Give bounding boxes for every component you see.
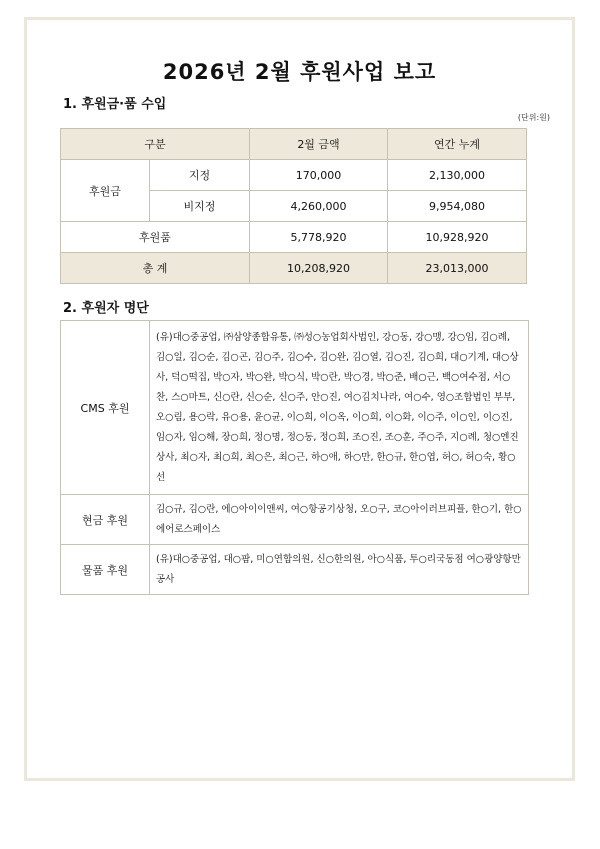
section2-heading: 2. 후원자 명단 (63, 301, 149, 316)
donor-list-table (60, 320, 529, 595)
table-row (61, 160, 527, 191)
row-text-cash: 김○규, 김○란, 에○아이이앤씨, 여○항공기상청, 오○구, 코○아이러브피플, 한○기, 한○에어로스페이스 (150, 495, 529, 545)
row-label-goods: 물품 후원 (61, 545, 150, 595)
section1-heading: 1. 후원금·품 수입 (63, 97, 167, 112)
row-annual: 10,928,920 (388, 222, 527, 253)
total-row (61, 253, 527, 284)
row-month: 5,778,920 (250, 222, 388, 253)
header-annual: 연간 누계 (388, 129, 527, 160)
header-month: 2월 금액 (250, 129, 388, 160)
table-row (61, 545, 529, 595)
row-label: 지정 (150, 160, 250, 191)
table-row (61, 495, 529, 545)
row-month: 4,260,000 (250, 191, 388, 222)
row-text-goods: (유)대○중공업, 대○팜, 미○연합의원, 신○한의원, 아○식품, 투○리국동점 여○광양항만공사 (150, 545, 529, 595)
row-label-cms: CMS 후원 (61, 321, 150, 495)
table-row (61, 321, 529, 495)
donation-income-table (60, 128, 527, 284)
table-row (61, 222, 527, 253)
document-page (24, 17, 575, 781)
total-label: 총 계 (61, 253, 250, 284)
row-label: 비지정 (150, 191, 250, 222)
report-title: 2026년 2월 후원사업 보고 (162, 60, 437, 84)
row-annual: 2,130,000 (388, 160, 527, 191)
row-label-cash: 현금 후원 (61, 495, 150, 545)
header-category: 구분 (61, 129, 250, 160)
total-annual: 23,013,000 (388, 253, 527, 284)
row-label: 후원품 (61, 222, 250, 253)
row-text-cms: (유)대○중공업, ㈜삼양종합유통, ㈜성○농업회사법인, 강○동, 강○맹, 강○임, 김○례, 김○일, 김○순, 김○곤, 김○주, 김○수, 김○완, 김○열, 김○진, 김○희, 대○기계, 대○상사, 덕○떡집, 박○자, 박○완, 박○식, 박○란, 박○경, 박○준, 배○근, 백○여수점, 서○찬, 스○마트, 신○란, 신○순, 신○주, 안○진, 여○김치나라, 여○수, 영○조합법인 부부, 오○림, 용○락, 유○용, 윤○균, 이○희, 이○옥, 이○희, 이○화, 이○주, 이○인, 이○진, 임○자, 임○해, 장○희, 정○명, 정○동, 정○희, 조○진, 조○훈, 주○주, 지○례, 청○엔진상사, 최○자, 최○희, 최○은, 최○근, 하○애, 하○만, 한○규, 한○엽, 허○, 허○숙, 황○선 (150, 321, 529, 495)
total-month: 10,208,920 (250, 253, 388, 284)
row-annual: 9,954,080 (388, 191, 527, 222)
row-month: 170,000 (250, 160, 388, 191)
group-label: 후원금 (61, 160, 150, 222)
unit-label: (단위:원) (517, 113, 550, 122)
